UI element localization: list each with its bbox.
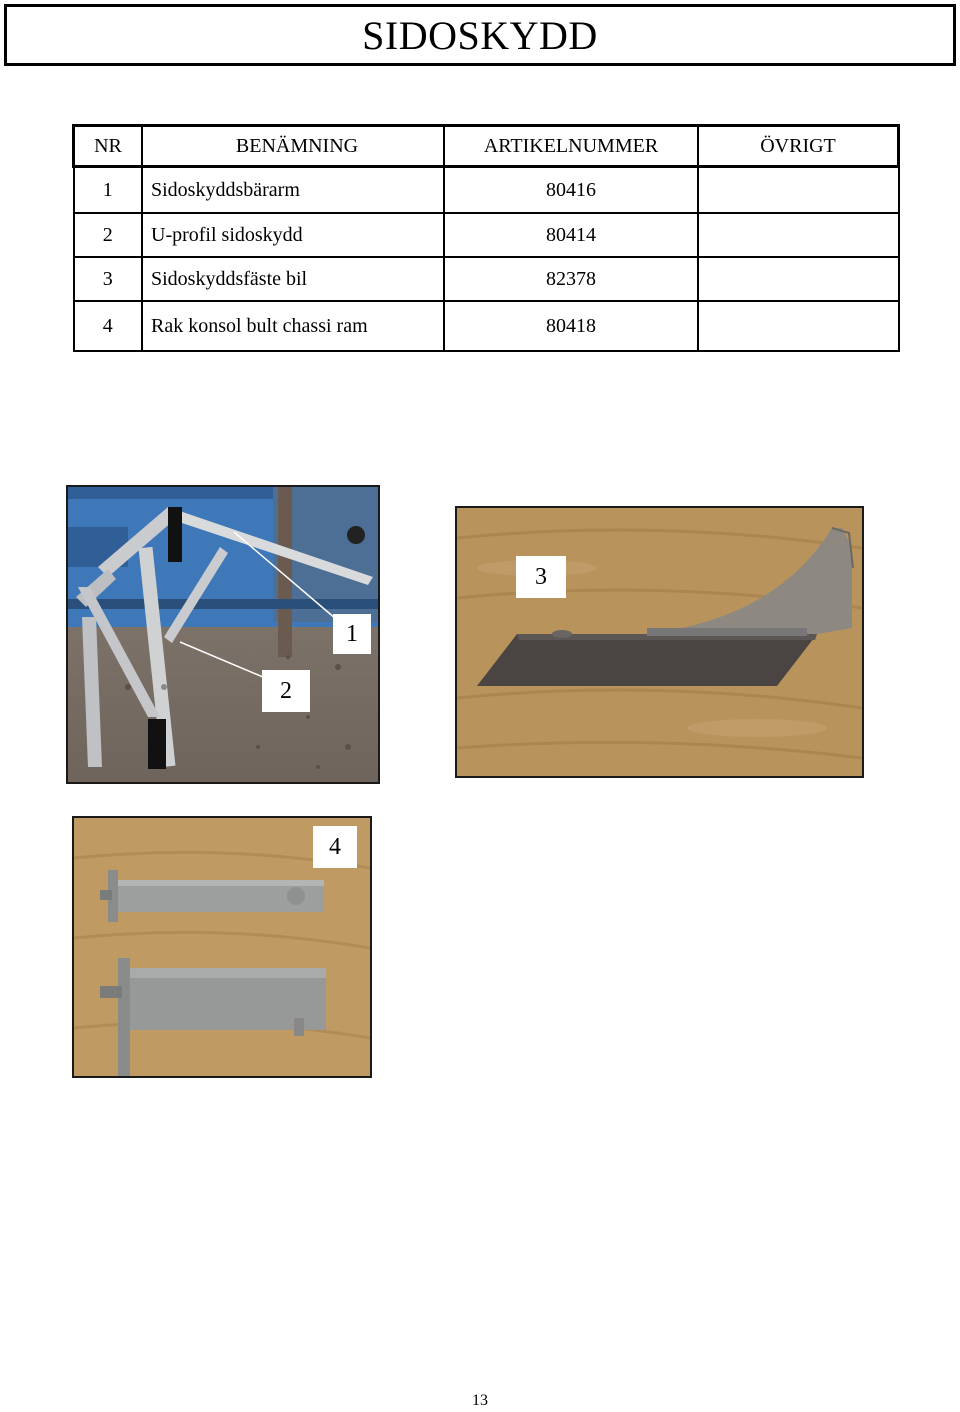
- callout-label-1: 1: [333, 614, 371, 654]
- row-name: Sidoskyddsfäste bil: [142, 257, 444, 301]
- row-other: [698, 167, 899, 214]
- table-row: [74, 301, 899, 351]
- callout-label-4: 4: [313, 826, 357, 868]
- bracket-illustration: [457, 508, 862, 776]
- table-row: [74, 213, 899, 257]
- row-nr: 2: [74, 213, 143, 257]
- callout-label-2: 2: [262, 670, 310, 712]
- header-other: ÖVRIGT: [698, 126, 899, 167]
- photo-guard-bracket: [455, 506, 864, 778]
- row-nr: 3: [74, 257, 143, 301]
- table-header-row: [74, 126, 899, 167]
- table-row: [74, 167, 899, 214]
- row-other: [698, 301, 899, 351]
- callout-label-3: 3: [516, 556, 566, 598]
- row-name: Rak konsol bult chassi ram: [142, 301, 444, 351]
- parts-table: [72, 124, 900, 352]
- row-name: U-profil sidoskydd: [142, 213, 444, 257]
- header-name: BENÄMNING: [142, 126, 444, 167]
- row-article: 80418: [444, 301, 698, 351]
- side-guard-illustration: [68, 487, 378, 782]
- row-article: 80416: [444, 167, 698, 214]
- page-title-box: [4, 4, 956, 66]
- row-name: Sidoskyddsbärarm: [142, 167, 444, 214]
- header-article: ARTIKELNUMMER: [444, 126, 698, 167]
- row-article: 82378: [444, 257, 698, 301]
- header-nr: NR: [74, 126, 143, 167]
- page-title: SIDOSKYDD: [362, 12, 598, 58]
- row-other: [698, 257, 899, 301]
- row-article: 80414: [444, 213, 698, 257]
- table-row: [74, 257, 899, 301]
- page-number: 13: [472, 1392, 488, 1409]
- row-nr: 4: [74, 301, 143, 351]
- row-other: [698, 213, 899, 257]
- row-nr: 1: [74, 167, 143, 214]
